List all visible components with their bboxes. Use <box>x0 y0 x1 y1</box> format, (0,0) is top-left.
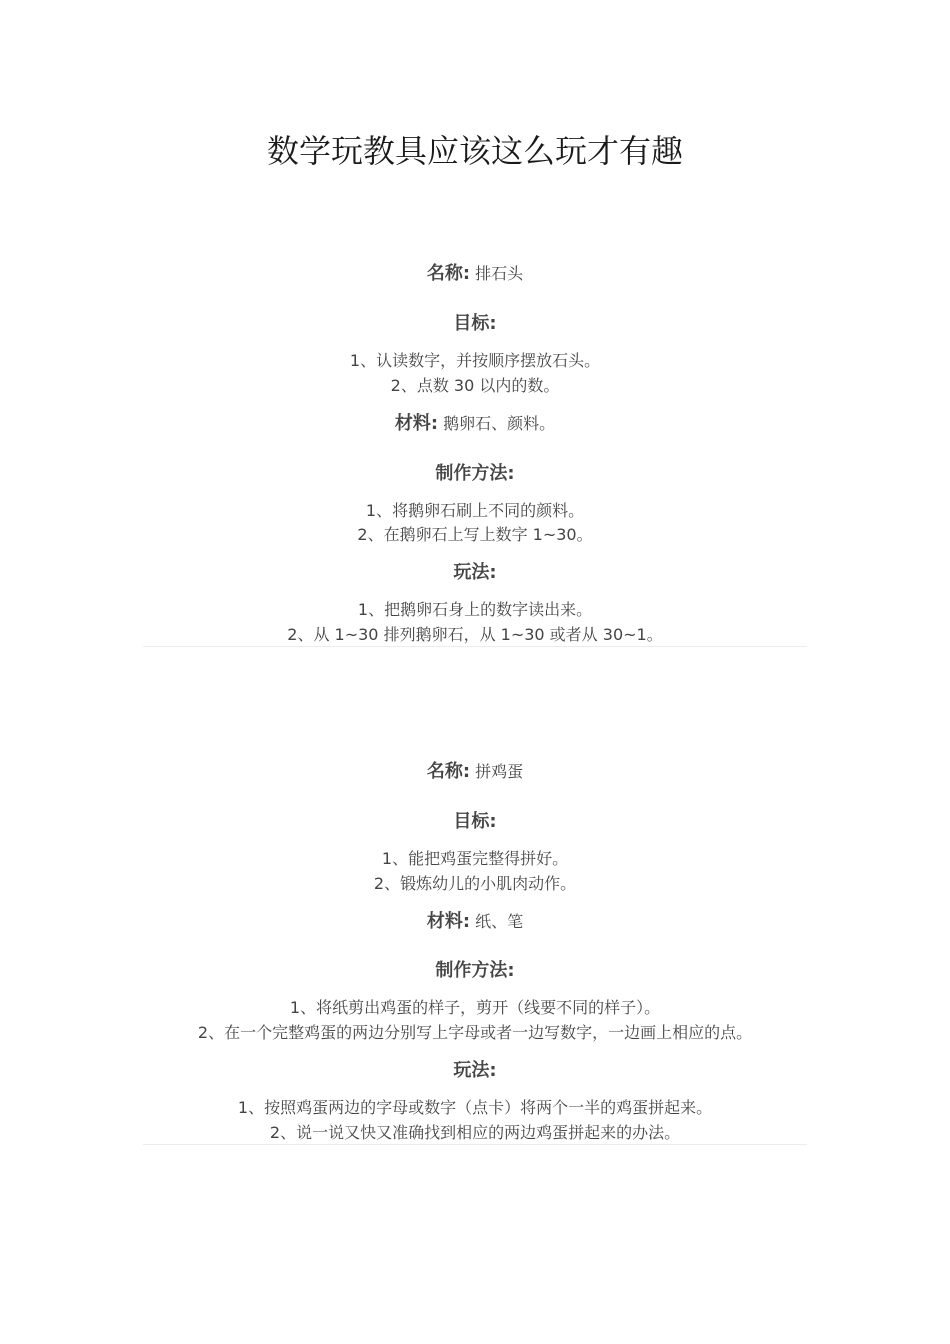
name-label: 名称: <box>426 761 471 782</box>
page-title: 数学玩教具应该这么玩才有趣 <box>266 132 683 170</box>
method-item: 1、将鹅卵石刷上不同的颜料。 <box>365 501 585 520</box>
goal-item: 2、锻炼幼儿的小肌肉动作。 <box>373 874 577 893</box>
method-heading <box>143 959 807 983</box>
material-label: 材料: <box>394 413 439 434</box>
goal-heading <box>143 810 807 834</box>
goal-item: 1、能把鸡蛋完整得拼好。 <box>381 849 569 868</box>
material-row <box>143 910 807 934</box>
play-label: 玩法: <box>453 562 497 583</box>
material-value: 纸、笔 <box>475 912 524 931</box>
method-item: 2、在鹅卵石上写上数字 1~30。 <box>357 525 593 544</box>
goal-heading <box>143 312 807 336</box>
goal-item: 1、认读数字，并按顺序摆放石头。 <box>349 351 601 370</box>
play-item: 2、从 1~30 排列鹅卵石，从 1~30 或者从 30~1。 <box>287 625 663 644</box>
method-label: 制作方法: <box>435 463 515 484</box>
name-row <box>143 262 807 286</box>
goal-label: 目标: <box>453 811 497 832</box>
play-heading <box>143 1059 807 1083</box>
name-label: 名称: <box>426 263 471 284</box>
name-value: 拼鸡蛋 <box>475 762 524 781</box>
toy-section-eggs <box>143 756 807 1145</box>
play-item: 1、把鹅卵石身上的数字读出来。 <box>357 600 593 619</box>
material-label: 材料: <box>426 911 471 932</box>
goal-item: 2、点数 30 以内的数。 <box>390 376 560 395</box>
play-label: 玩法: <box>453 1060 497 1081</box>
material-value: 鹅卵石、颜料。 <box>443 414 556 433</box>
name-value: 排石头 <box>475 264 524 283</box>
toy-section-stones <box>143 258 807 647</box>
method-heading <box>143 462 807 486</box>
material-row <box>143 412 807 436</box>
method-label: 制作方法: <box>435 960 515 981</box>
name-row <box>143 760 807 784</box>
method-item: 2、在一个完整鸡蛋的两边分别写上字母或者一边写数字，一边画上相应的点。 <box>197 1023 753 1042</box>
goal-label: 目标: <box>453 313 497 334</box>
method-item: 1、将纸剪出鸡蛋的样子，剪开（线要不同的样子）。 <box>289 998 661 1017</box>
play-item: 2、说一说又快又准确找到相应的两边鸡蛋拼起来的办法。 <box>269 1123 681 1142</box>
play-heading <box>143 561 807 585</box>
play-item: 1、按照鸡蛋两边的字母或数字（点卡）将两个一半的鸡蛋拼起来。 <box>237 1098 713 1117</box>
